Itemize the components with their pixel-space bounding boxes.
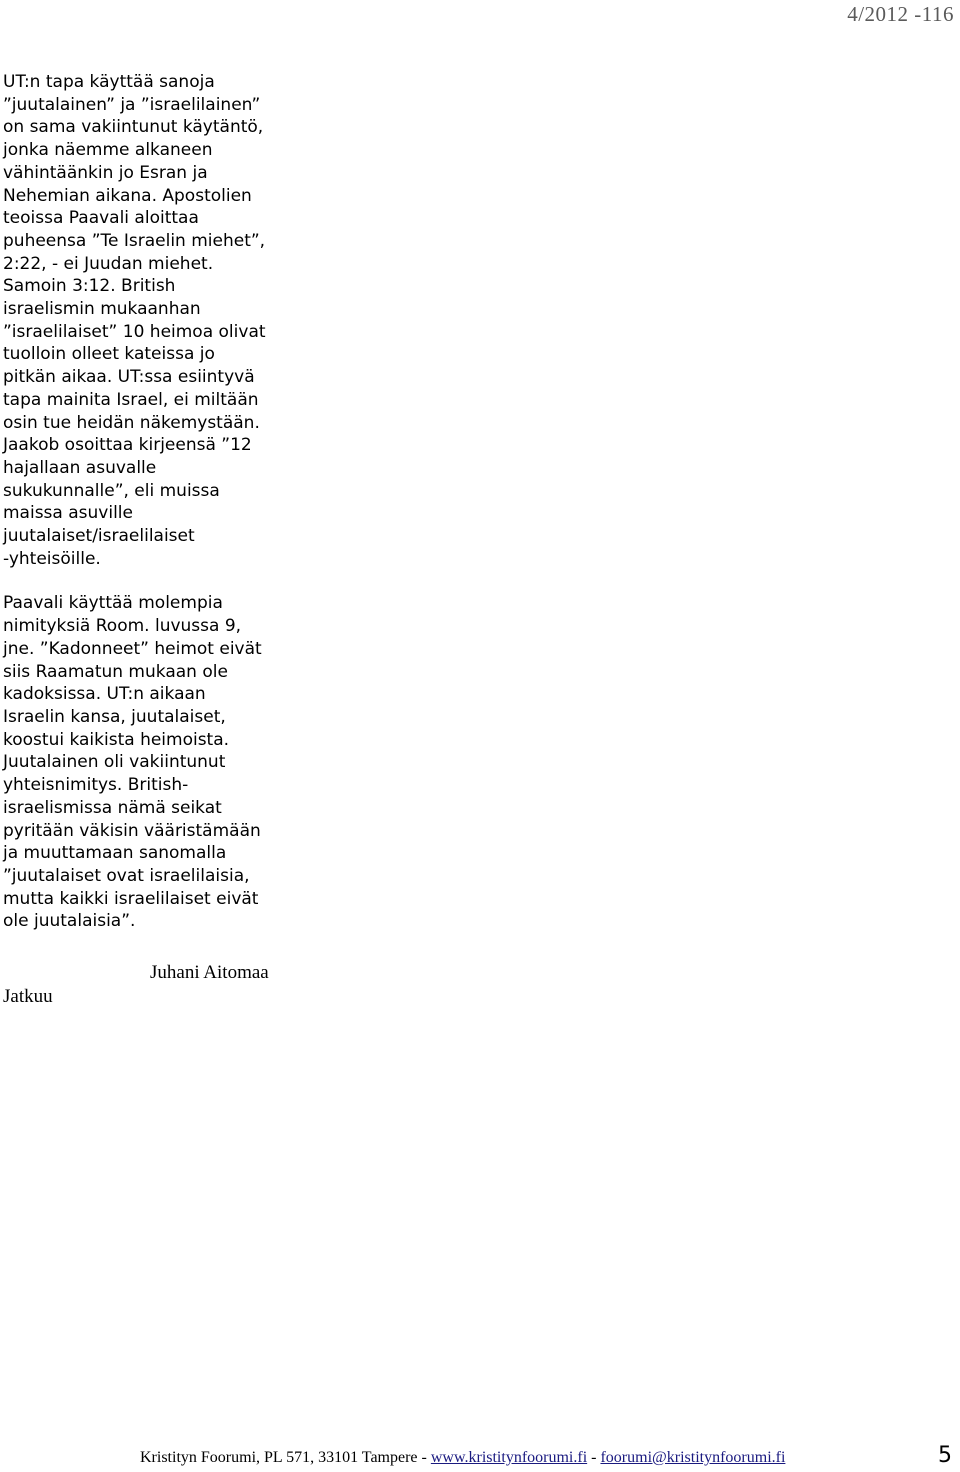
text-line: koostui kaikista heimoista. (3, 729, 230, 750)
text-line: Jaakob osoittaa kirjeensä ”12 (3, 435, 252, 456)
text-line: mutta kaikki israelilaiset eivät (3, 888, 259, 909)
footer-address: Kristityn Foorumi, PL 571, 33101 Tampere - (140, 1449, 431, 1466)
text-line: jne. ”Kadonneet” heimot eivät (3, 638, 262, 659)
footer (140, 1449, 785, 1467)
text-line: 2:22, - ei Juudan miehet. (3, 253, 214, 274)
text-line: israelismin mukaanhan (3, 299, 201, 320)
text-line: Israelin kansa, juutalaiset, (3, 706, 226, 727)
text-line: Juutalainen oli vakiintunut (3, 752, 226, 773)
article-paragraph-1 (3, 71, 278, 570)
text-line: Nehemian aikana. Apostolien (3, 185, 252, 206)
email-link[interactable]: foorumi@kristitynfoorumi.fi (600, 1449, 786, 1466)
text-line: Paavali käyttää molempia (3, 593, 223, 614)
text-line: on sama vakiintunut käytäntö, (3, 117, 264, 138)
text-line: ”israelilaiset” 10 heimoa olivat (3, 321, 266, 342)
text-line: ”juutalainen” ja ”israelilainen” (3, 94, 261, 115)
text-line: hajallaan asuvalle (3, 457, 157, 478)
page-number: 5 (938, 1443, 952, 1468)
text-line: nimityksiä Room. luvussa 9, (3, 616, 242, 637)
text-line: ja muuttamaan sanomalla (3, 843, 227, 864)
text-line: ”juutalaiset ovat israelilaisia, (3, 865, 250, 886)
text-line: puheensa ”Te Israelin miehet”, (3, 230, 266, 251)
footer-separator: - (587, 1449, 601, 1466)
text-line: ole juutalaisia”. (3, 911, 136, 932)
text-line: jonka näemme alkaneen (3, 140, 213, 161)
issue-number: 4/2012 -116 (847, 2, 954, 26)
text-line: pitkän aikaa. UT:ssa esiintyvä (3, 367, 255, 388)
text-line: tapa mainita Israel, ei miltään (3, 389, 259, 410)
text-line: Samoin 3:12. British (3, 276, 176, 297)
text-line: siis Raamatun mukaan ole (3, 661, 228, 682)
text-line: teoissa Paavali aloittaa (3, 208, 199, 229)
text-line: kadoksissa. UT:n aikaan (3, 684, 206, 705)
continues-label: Jatkuu (3, 986, 53, 1007)
text-line: yhteisnimitys. British- (3, 775, 189, 796)
text-line: sukukunnalle”, eli muissa (3, 480, 220, 501)
text-line: vähintäänkin jo Esran ja (3, 162, 208, 183)
text-line: osin tue heidän näkemystään. (3, 412, 260, 433)
website-link[interactable]: www.kristitynfoorumi.fi (430, 1449, 588, 1466)
author-name: Juhani Aitomaa (150, 962, 269, 983)
text-line: juutalaiset/israelilaiset (3, 526, 195, 547)
text-line: -yhteisöille. (3, 548, 101, 569)
article-column (3, 71, 278, 933)
text-line: UT:n tapa käyttää sanoja (3, 72, 215, 92)
text-line: maissa asuville (3, 503, 133, 524)
article-paragraph-2 (3, 592, 278, 933)
text-line: israelismissa nämä seikat (3, 797, 222, 818)
text-line: tuolloin olleet kateissa jo (3, 344, 215, 365)
text-line: pyritään väkisin vääristämään (3, 820, 261, 841)
